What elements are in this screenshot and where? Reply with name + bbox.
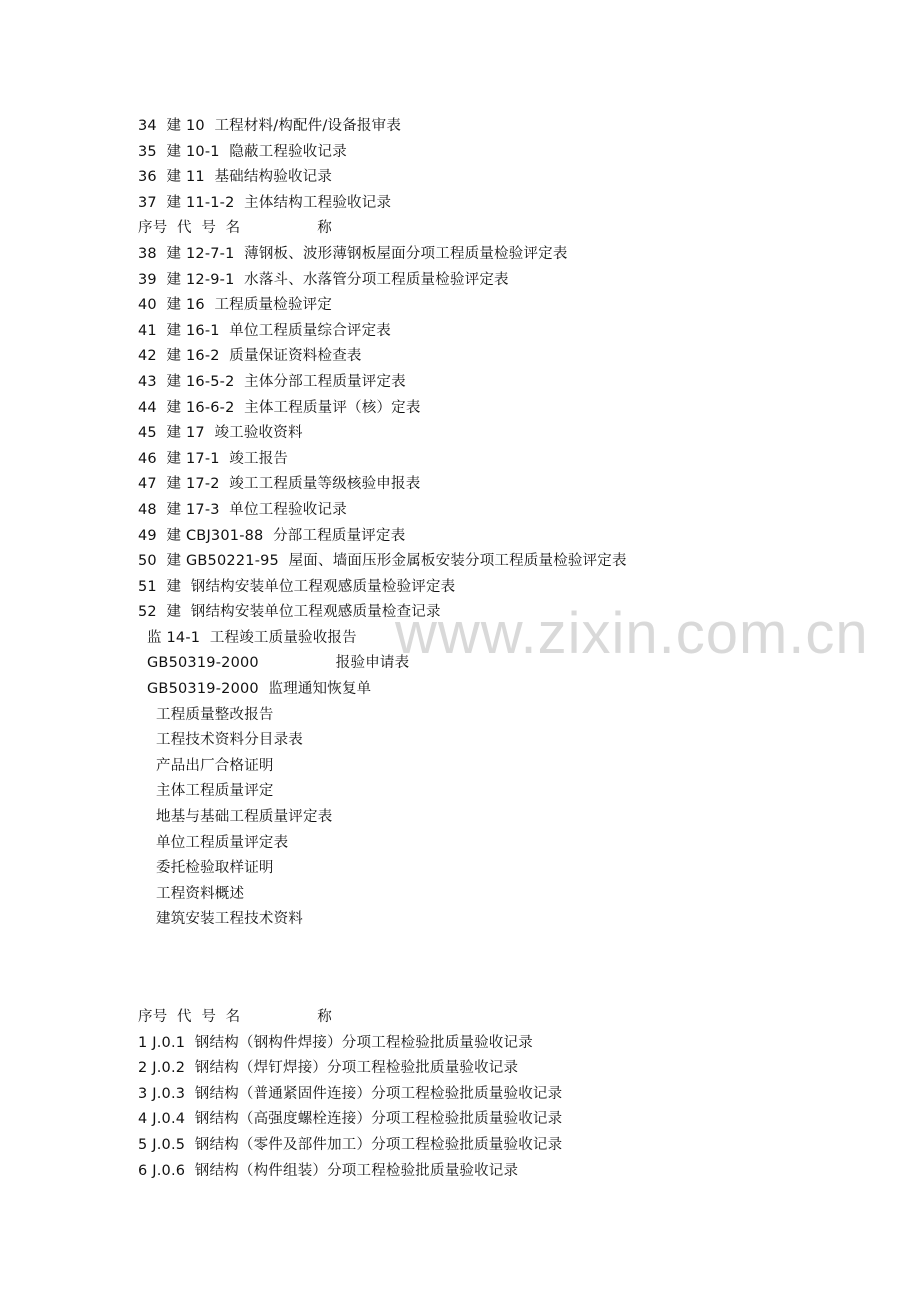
list-item: 35 建 10-1 隐蔽工程验收记录 [138, 143, 347, 160]
list-item: 建筑安装工程技术资料 [156, 911, 303, 928]
list-item: 序号 代 号 名 称 [138, 220, 333, 237]
list-item: 51 建 钢结构安装单位工程观感质量检验评定表 [138, 578, 456, 595]
list-item: 5 J.0.5 钢结构（零件及部件加工）分项工程检验批质量验收记录 [138, 1136, 563, 1153]
watermark: www.zixin.com.cn [395, 601, 869, 666]
list-item: 41 建 16-1 单位工程质量综合评定表 [138, 322, 392, 339]
list-item: 38 建 12-7-1 薄钢板、波形薄钢板屋面分项工程质量检验评定表 [138, 245, 568, 262]
document-list-upper [138, 114, 627, 933]
list-item: 1 J.0.1 钢结构（钢构件焊接）分项工程检验批质量验收记录 [138, 1034, 533, 1051]
list-item: 委托检验取样证明 [156, 860, 274, 877]
list-item: 4 J.0.4 钢结构（高强度螺栓连接）分项工程检验批质量验收记录 [138, 1111, 563, 1128]
document-list-lower [138, 1005, 562, 1184]
list-item: GB50319-2000 监理通知恢复单 [147, 681, 372, 698]
list-item: 45 建 17 竣工验收资料 [138, 425, 303, 442]
list-item: 工程资料概述 [156, 885, 245, 902]
list-item: 42 建 16-2 质量保证资料检查表 [138, 348, 362, 365]
list-item: 47 建 17-2 竣工工程质量等级核验申报表 [138, 476, 421, 493]
list-item: 43 建 16-5-2 主体分部工程质量评定表 [138, 373, 406, 390]
list-item: 产品出厂合格证明 [156, 757, 274, 774]
list-item: 39 建 12-9-1 水落斗、水落管分项工程质量检验评定表 [138, 271, 509, 288]
list-item: 地基与基础工程质量评定表 [156, 809, 333, 826]
list-item: 40 建 16 工程质量检验评定 [138, 297, 333, 314]
list-item: GB50319-2000 报验申请表 [147, 655, 410, 672]
list-item: 34 建 10 工程材料/构配件/设备报审表 [138, 118, 402, 134]
list-item: 6 J.0.6 钢结构（构件组装）分项工程检验批质量验收记录 [138, 1162, 519, 1179]
list-item: 36 建 11 基础结构验收记录 [138, 169, 333, 186]
list-item: 49 建 CBJ301-88 分部工程质量评定表 [138, 527, 406, 544]
list-item: 序号 代 号 名 称 [138, 1009, 333, 1025]
list-item: 44 建 16-6-2 主体工程质量评（核）定表 [138, 399, 421, 416]
list-item: 50 建 GB50221-95 屋面、墙面压形金属板安装分项工程质量检验评定表 [138, 553, 627, 570]
list-item: 监 14-1 工程竣工质量验收报告 [147, 629, 357, 646]
list-item: 主体工程质量评定 [156, 783, 274, 800]
list-item: 52 建 钢结构安装单位工程观感质量检查记录 [138, 604, 441, 621]
list-item: 工程质量整改报告 [156, 706, 274, 723]
list-item: 37 建 11-1-2 主体结构工程验收记录 [138, 194, 392, 211]
list-item: 46 建 17-1 竣工报告 [138, 450, 289, 467]
list-item: 工程技术资料分目录表 [156, 732, 303, 749]
list-item: 2 J.0.2 钢结构（焊钉焊接）分项工程检验批质量验收记录 [138, 1060, 519, 1077]
list-item: 3 J.0.3 钢结构（普通紧固件连接）分项工程检验批质量验收记录 [138, 1085, 563, 1102]
list-item: 48 建 17-3 单位工程验收记录 [138, 501, 347, 518]
list-item: 单位工程质量评定表 [156, 834, 289, 851]
